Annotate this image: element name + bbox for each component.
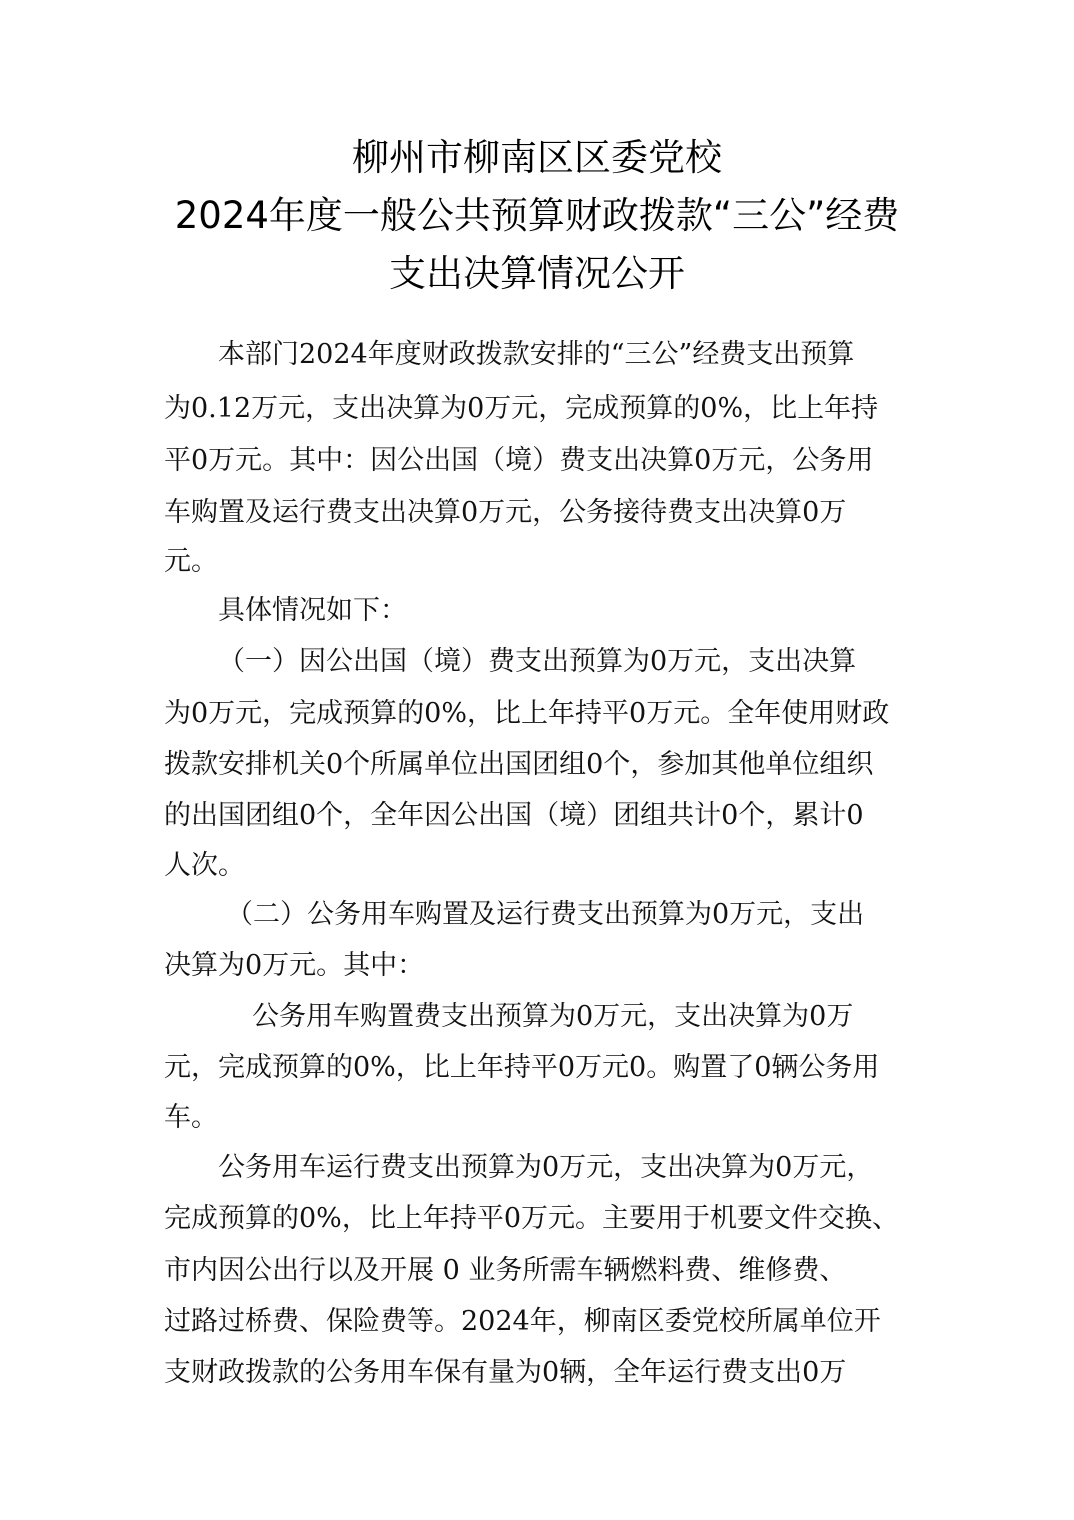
body-line: 人次。 bbox=[164, 850, 245, 881]
body-line: 元，完成预算的0%，比上年持平0万元0。购置了0辆公务用 bbox=[164, 1052, 880, 1083]
body-line: 市内因公出行以及开展 0 业务所需车辆燃料费、维修费、 bbox=[164, 1255, 847, 1286]
body-line: 元。 bbox=[164, 546, 218, 577]
body-line: 车购置及运行费支出决算0万元，公务接待费支出决算0万 bbox=[164, 497, 847, 528]
body-line: 支财政拨款的公务用车保有量为0辆，全年运行费支出0万 bbox=[164, 1357, 847, 1388]
body-line: 的出国团组0个，全年因公出国（境）团组共计0个，累计0 bbox=[164, 800, 864, 831]
document-title-line-1: 柳州市柳南区区委党校 bbox=[352, 136, 722, 179]
body-line: 平0万元。其中：因公出国（境）费支出决算0万元，公务用 bbox=[164, 445, 874, 476]
body-line: （一）因公出国（境）费支出预算为0万元，支出决算 bbox=[218, 646, 857, 677]
body-line: 公务用车购置费支出预算为0万元，支出决算为0万 bbox=[252, 1001, 854, 1032]
body-line: 决算为0万元。其中： bbox=[164, 950, 425, 981]
body-line: 具体情况如下： bbox=[218, 595, 407, 626]
body-line: 车。 bbox=[164, 1102, 218, 1133]
body-line: 为0.12万元，支出决算为0万元，完成预算的0%，比上年持 bbox=[164, 393, 879, 424]
body-line: （二）公务用车购置及运行费支出预算为0万元，支出 bbox=[226, 899, 865, 930]
document-title-line-3: 支出决算情况公开 bbox=[389, 252, 685, 295]
body-line: 为0万元，完成预算的0%，比上年持平0万元。全年使用财政 bbox=[164, 698, 890, 729]
body-line: 拨款安排机关0个所属单位出国团组0个，参加其他单位组织 bbox=[164, 749, 874, 780]
body-line: 本部门2024年度财政拨款安排的“三公”经费支出预算 bbox=[218, 339, 855, 370]
body-line: 完成预算的0%，比上年持平0万元。主要用于机要文件交换、 bbox=[164, 1203, 900, 1234]
body-line: 过路过桥费、保险费等。2024年，柳南区委党校所属单位开 bbox=[164, 1306, 881, 1337]
body-line: 公务用车运行费支出预算为0万元，支出决算为0万元， bbox=[218, 1152, 874, 1183]
document-title-line-2: 2024年度一般公共预算财政拨款“三公”经费 bbox=[174, 194, 900, 237]
